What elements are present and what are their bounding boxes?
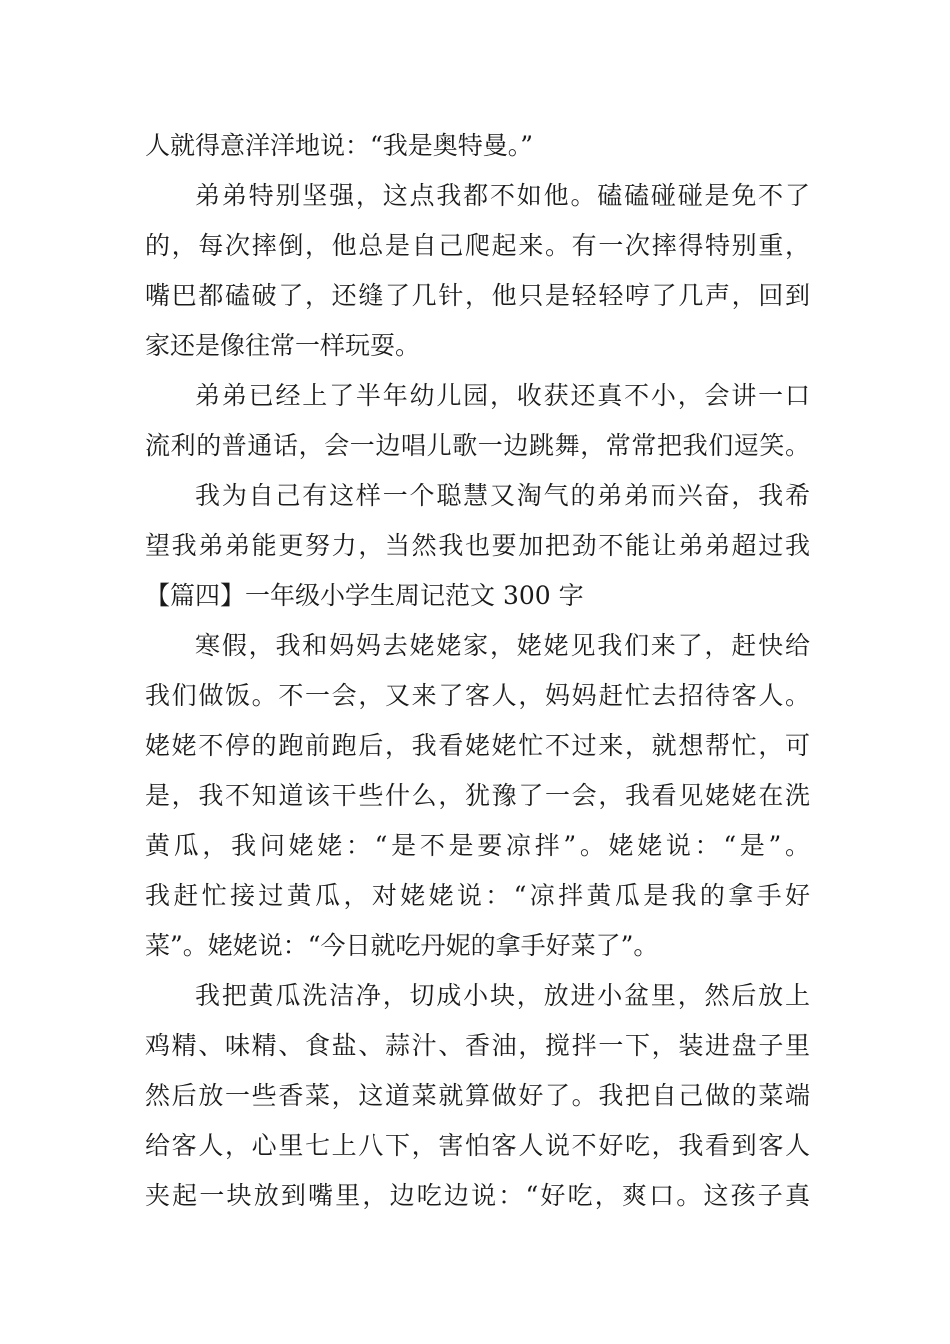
text-line: 人就得意洋洋地说：“我是奥特曼。” [145,131,534,160]
text-line: 然后放一些香菜，这道菜就算做好了。我把自己做的菜端 [145,1081,810,1110]
text-line: 弟弟已经上了半年幼儿园，收获还真不小，会讲一口 [195,381,810,410]
text-line: 夹起一块放到嘴里，边吃边说：“好吃，爽口。这孩子真 [145,1181,810,1210]
text-line: 姥姥不停的跑前跑后，我看姥姥忙不过来，就想帮忙，可 [145,731,810,760]
text-line: 望我弟弟能更努力，当然我也要加把劲不能让弟弟超过我 [145,531,810,560]
text-line: 我为自己有这样一个聪慧又淘气的弟弟而兴奋，我希 [195,481,810,510]
text-line: 寒假，我和妈妈去姥姥家，姥姥见我们来了，赶快给 [195,631,810,660]
text-line: 嘴巴都磕破了，还缝了几针，他只是轻轻哼了几声，回到 [145,281,810,310]
text-line: 的，每次摔倒，他总是自己爬起来。有一次摔得特别重， [145,231,810,260]
section-heading: 【篇四】一年级小学生周记范文 300 字 [145,581,584,610]
text-line: 家还是像往常一样玩耍。 [145,331,421,360]
text-line: 黄瓜，我问姥姥：“是不是要凉拌”。姥姥说：“是”。 [145,831,810,860]
text-line: 流利的普通话，会一边唱儿歌一边跳舞，常常把我们逗笑。 [145,431,810,460]
text-line: 我们做饭。不一会，又来了客人，妈妈赶忙去招待客人。 [145,681,810,710]
text-line: 我赶忙接过黄瓜，对姥姥说：“凉拌黄瓜是我的拿手好 [145,881,810,910]
text-line: 弟弟特别坚强，这点我都不如他。磕磕碰碰是免不了 [195,181,810,210]
text-line: 菜”。姥姥说：“今日就吃丹妮的拿手好菜了”。 [145,931,659,960]
text-line: 鸡精、味精、食盐、蒜汁、香油，搅拌一下，装进盘子里 [145,1031,810,1060]
text-line: 我把黄瓜洗洁净，切成小块，放进小盆里，然后放上 [195,981,810,1010]
text-line: 给客人，心里七上八下，害怕客人说不好吃，我看到客人 [145,1131,810,1160]
text-line: 是，我不知道该干些什么，犹豫了一会，我看见姥姥在洗 [145,781,810,810]
